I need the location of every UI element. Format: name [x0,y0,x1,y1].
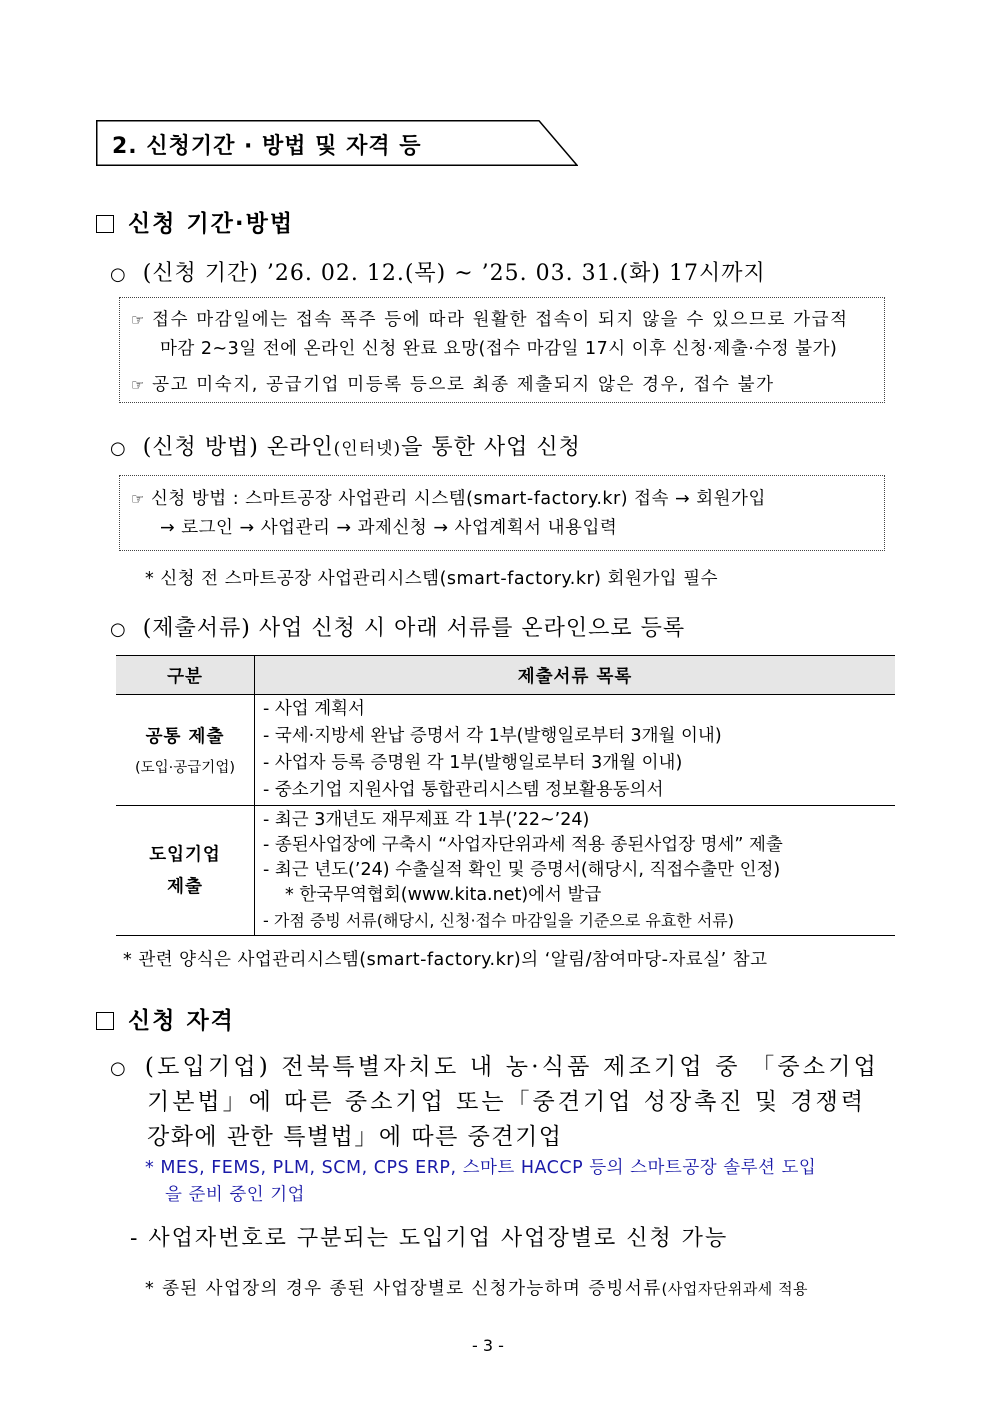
docs-line: ○ (제출서류) 사업 신청 시 아래 서류를 온라인으로 등록 [110,616,686,641]
solution-note-cont: 을 준비 중인 기업 [165,1185,306,1205]
pointing-hand-icon: ☞ [131,376,147,394]
eligibility-line-3: 강화에 관한 특별법」에 따른 중견기업 [147,1124,563,1150]
category-sub: (도입·공급기업) [135,760,235,776]
pointing-hand-icon: ☞ [131,311,147,329]
period-note-1-cont: 마감 2~3일 전에 온라인 신청 완료 요망(접수 마감일 17시 이후 신청·제출·수정 불가) [160,339,838,359]
section-title: 2. 신청기간 · 방법 및 자격 등 [112,134,422,159]
pointing-hand-icon: ☞ [131,490,145,508]
table-cell-items [255,806,896,936]
eligibility-line-1: ○ (도입기업) 전북특별자치도 내 농·식품 제조기업 중 「중소기업 [110,1054,880,1080]
eligibility-heading: 신청 자격 [96,1002,235,1035]
list-item: - 국세·지방세 완납 증명서 각 1부(발행일로부터 3개월 이내) [263,726,722,746]
category-label: 도입기업 [149,844,221,865]
list-item: - 가점 증빙 서류(해당시, 신청·접수 마감일을 기준으로 유효한 서류) [263,911,734,930]
table-cell-category [116,695,255,806]
category-label: 공통 제출 [145,727,225,747]
period-line: ○ (신청 기간) ’26. 02. 12.(목) ~ ’25. 03. 31.(화) 17시까지 [110,261,766,286]
circle-bullet-icon: ○ [110,438,127,459]
table-row [116,695,895,806]
period-note-2: ☞ 공고 미숙지, 공급기업 미등록 등으로 최종 제출되지 않은 경우, 접수 불가 [131,375,775,395]
list-item: - 최근 년도(’24) 수출실적 확인 및 증명서(해당시, 직접수출만 인정) [263,860,781,880]
method-line: ○ (신청 방법) 온라인(인터넷)을 통한 사업 신청 [110,435,581,460]
period-note-1: ☞ 접수 마감일에는 접속 폭주 등에 따라 원활한 접속이 되지 않을 수 있으므로 가급적 [131,310,849,330]
method-footnote: * 신청 전 스마트공장 사업관리시스템(smart-factory.kr) 회원가입 필수 [145,569,719,589]
table-cell-category [116,806,255,936]
list-item: - 중소기업 지원사업 통합관리시스템 정보활용동의서 [263,780,664,800]
table-header-documents: 제출서류 목록 [255,656,896,695]
period-method-heading: 신청 기간·방법 [96,205,294,238]
list-item: * 한국무역협회(www.kita.net)에서 발급 [285,885,602,905]
method-note-1: ☞ 신청 방법 : 스마트공장 사업관리 시스템(smart-factory.kr) 접속 → 회원가입 [131,489,766,509]
table-footnote: * 관련 양식은 사업관리시스템(smart-factory.kr)의 ‘알림/참여마당-자료실’ 참고 [123,950,768,970]
last-note: * 종된 사업장의 경우 종된 사업장별로 신청가능하며 증빙서류(사업자단위과세 적용 [145,1279,809,1299]
list-item: - 사업자 등록 증명원 각 1부(발행일로부터 3개월 이내) [263,753,683,773]
list-item: - 종된사업장에 구축시 “사업자단위과세 적용 종된사업장 명세” 제출 [263,835,783,855]
method-note-2: → 로그인 → 사업관리 → 과제신청 → 사업계획서 내용입력 [160,518,618,538]
eligibility-line-2: 기본법」에 따른 중소기업 또는「중견기업 성장촉진 및 경쟁력 [147,1089,867,1115]
circle-bullet-icon: ○ [110,264,127,285]
solution-note: * MES, FEMS, PLM, SCM, CPS ERP, 스마트 HACCP 등의 스마트공장 솔루션 도입 [145,1158,817,1178]
list-item: - 최근 3개년도 재무제표 각 1부(’22~’24) [263,810,590,830]
table-header-category: 구분 [116,656,255,695]
table-header-row [116,656,895,695]
square-icon [96,215,114,233]
circle-bullet-icon: ○ [110,1058,129,1079]
dash-line: - 사업자번호로 구분되는 도입기업 사업장별로 신청 가능 [130,1226,729,1251]
circle-bullet-icon: ○ [110,619,127,640]
table-cell-items [255,695,896,806]
page-number: - 3 - [472,1336,504,1355]
category-label-2: 제출 [167,876,203,897]
square-icon [96,1012,114,1030]
list-item: - 사업 계획서 [263,699,365,719]
documents-table [116,655,895,936]
table-row [116,806,895,936]
